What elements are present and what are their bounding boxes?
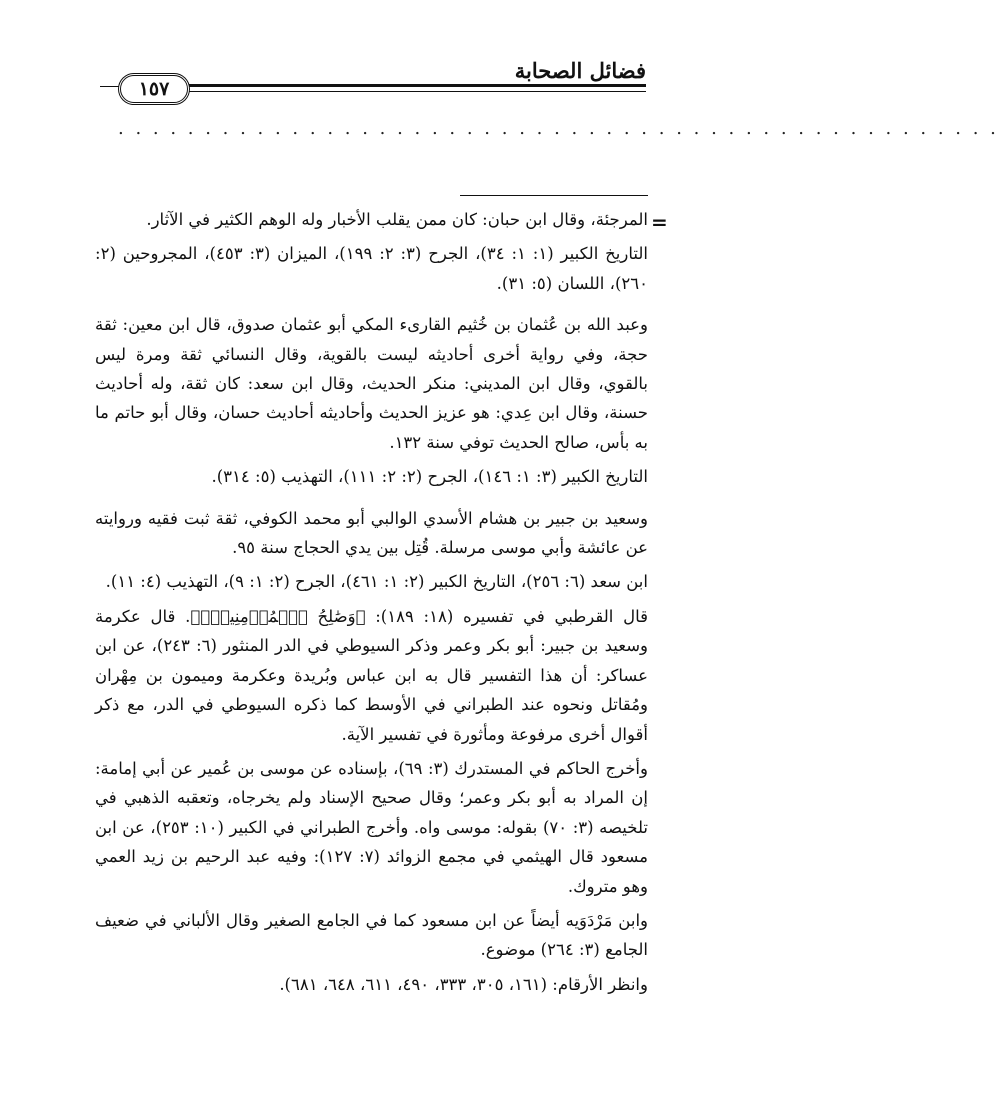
footnote-paragraph: التاريخ الكبير (٣: ١: ١٤٦)، الجرح (٢: ٢: ١١١)، التهذيب (٥: ٣١٤). [211, 467, 648, 487]
footnote-paragraph: ابن سعد (٦: ٢٥٦)، التاريخ الكبير (٢: ١: ٤٦١)، الجرح (٢: ١: ٩)، التهذيب (٤: ١١). [105, 572, 648, 592]
page-title: فضائل الصحابة [514, 58, 646, 83]
continuation-mark: = [651, 210, 668, 234]
footnote-paragraph: وابن مَرْدَوَيه أيضاً عن ابن مسعود كما في الجامع الصغير وقال الألباني في ضعيف الجامع (٣: ٢٦٤) موضوع. [95, 910, 648, 960]
header-rule-thin [185, 91, 646, 92]
footnote-paragraph: وأخرج الحاكم في المستدرك (٣: ٦٩)، بإسناده عن موسى بن عُمير عن أبي إمامة: إن المراد به أبو بكر وعمر؛ وقال صحيح الإسناد ولم يخرجاه، وتعقبه الذهبي في تلخيصه (٣: ٧٠) بقوله: موسى واه. وأخرج الطبراني في الكبير (١٠: ٢٥٣)، عن ابن مسعود قال الهيثمي في مجمع الزوائد (٧: ١٢٧): وفيه عبد الرحيم بن زيد العمي وهو متروك. [95, 758, 648, 896]
dotted-separator: . . . . . . . . . . . . . . . . . . . . . . . . . . . . . . . . . . . . . . . . . . . . . . . . . . . [118, 118, 999, 139]
header-rule-thick [185, 84, 646, 87]
footnote-paragraph: المرجئة، وقال ابن حبان: كان ممن يقلب الأخبار وله الوهم الكثير في الآثار. [146, 210, 648, 229]
page-number: ١٥٧ [118, 73, 190, 105]
footnote-paragraph: وعبد الله بن عُثمان بن خُثيم القارىء المكي أبو عثمان صدوق، قال ابن معين: ثقة حجة، وفي رواية أخرى أحاديثه ليست بالقوية، وقال النسائي ثقة ومرة ليس بالقوي، وقال ابن المديني: منكر الحديث، وقال ابن سعد: كان ثقة، وله أحاديث حسنة، وقال ابن عِدي: هو عزيز الحديث وأحاديثه أحاديث حسان، وقال أبو حاتم ما به بأس، صالح الحديث توفي سنة ١٣٢. [95, 315, 648, 452]
footnote-paragraph: وسعيد بن جبير بن هشام الأسدي الوالبي أبو محمد الكوفي، ثقة ثبت فقيه وروايته عن عائشة وأبي موسى مرسلة. قُتِل بين يدي الحجاج سنة ٩٥. [95, 508, 648, 558]
footnotes-body [95, 205, 648, 1004]
footnote-paragraph: قال القرطبي في تفسيره (١٨: ١٨٩): ﴿وَصَٰلِحُ ٱلۡمُؤۡمِنِينَۖ﴾. قال عكرمة وسعيد بن جبير: أبو بكر وعمر وذكر السيوطي في الدر المنثور (٦: ٢٤٣)، عن ابن عساكر: أن هذا التفسير قال به ابن عباس وبُريدة وعكرمة وميمون بن مِهْران ومُقاتل ونحوه عند الطبراني في الأوسط كما ذكره السيوطي في الدر، مع ذكر أقوال أخرى مرفوعة ومأثورة في تفسير الآية. [95, 606, 648, 744]
header-rule-left [100, 86, 120, 87]
footnote-rule [460, 195, 648, 196]
footnote-paragraph: وانظر الأرقام: (١٦١، ٣٠٥، ٣٣٣، ٤٩٠، ٦١١، ٦٤٨، ٦٨١). [279, 974, 648, 994]
footnote-paragraph: التاريخ الكبير (١: ١: ٣٤)، الجرح (٣: ٢: ١٩٩)، الميزان (٣: ٤٥٣)، المجروحين (٢: ٢٦٠)، اللسان (٥: ٣١). [95, 244, 648, 293]
